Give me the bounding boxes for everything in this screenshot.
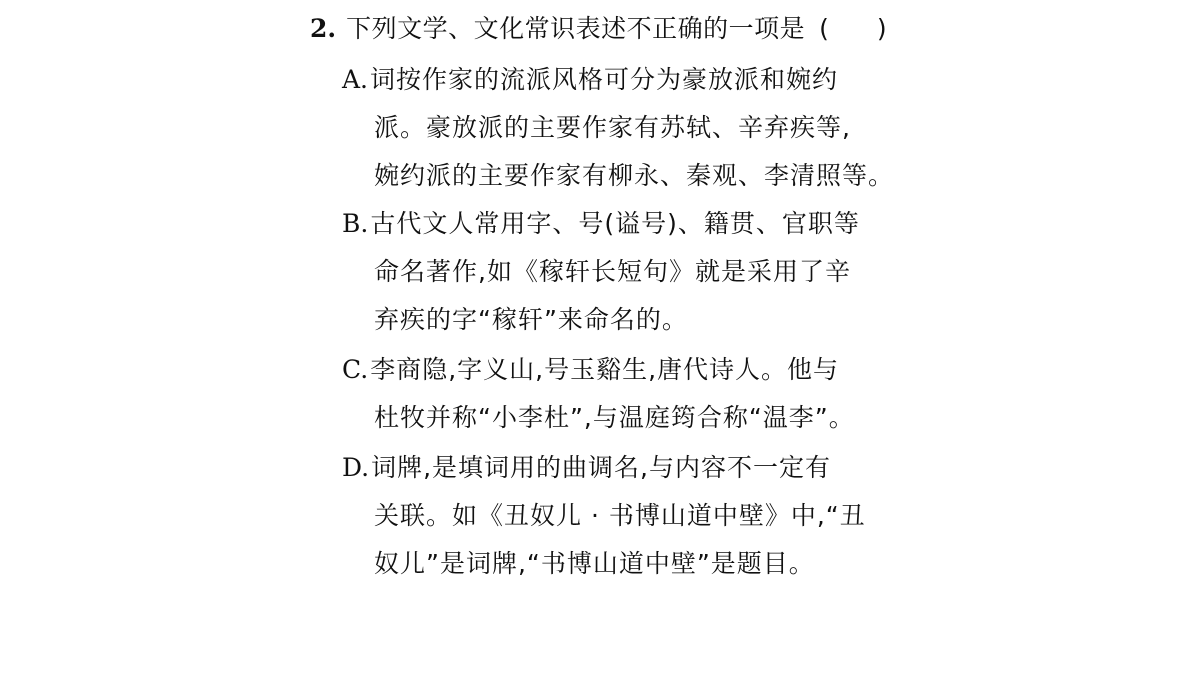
option-letter: C. bbox=[342, 355, 369, 384]
option-line: 命名著作,如《稼轩长短句》就是采用了辛 bbox=[374, 257, 851, 286]
option-line: 弃疾的字“稼轩”来命名的。 bbox=[374, 305, 688, 334]
question-number: 2. bbox=[310, 14, 337, 43]
option-text: 词按作家的流派风格可分为豪放派和婉约 bbox=[370, 65, 839, 94]
option-text: 词牌,是填词用的曲调名,与内容不一定有 bbox=[371, 453, 832, 482]
option-line bbox=[342, 346, 902, 394]
answer-paren-close: ) bbox=[876, 14, 887, 43]
option-line: 派。豪放派的主要作家有苏轼、辛弃疾等, bbox=[374, 113, 851, 142]
question-stem bbox=[310, 12, 887, 46]
option-b bbox=[342, 200, 902, 344]
answer-paren-open: ( bbox=[819, 14, 829, 43]
option-letter: A. bbox=[342, 65, 369, 94]
option-line bbox=[342, 200, 902, 248]
question-stem-text: 下列文学、文化常识表述不正确的一项是 bbox=[346, 14, 806, 43]
option-line: 关联。如《丑奴儿 · 书博山道中壁》中,“丑 bbox=[374, 501, 866, 530]
option-line: 奴儿”是词牌,“书博山道中壁”是题目。 bbox=[374, 549, 815, 578]
option-line bbox=[342, 444, 902, 492]
option-line bbox=[342, 56, 902, 104]
option-c bbox=[342, 346, 902, 442]
option-letter: D. bbox=[342, 453, 370, 482]
option-line: 杜牧并称“小李杜”,与温庭筠合称“温李”。 bbox=[374, 403, 855, 432]
option-line: 婉约派的主要作家有柳永、秦观、李清照等。 bbox=[374, 161, 895, 190]
option-text: 李商隐,字义山,号玉谿生,唐代诗人。他与 bbox=[370, 355, 840, 384]
option-text: 古代文人常用字、号(谥号)、籍贯、官职等 bbox=[370, 209, 860, 238]
answer-blank bbox=[819, 12, 887, 46]
option-d bbox=[342, 444, 902, 588]
option-letter: B. bbox=[342, 209, 369, 238]
option-a bbox=[342, 56, 902, 200]
